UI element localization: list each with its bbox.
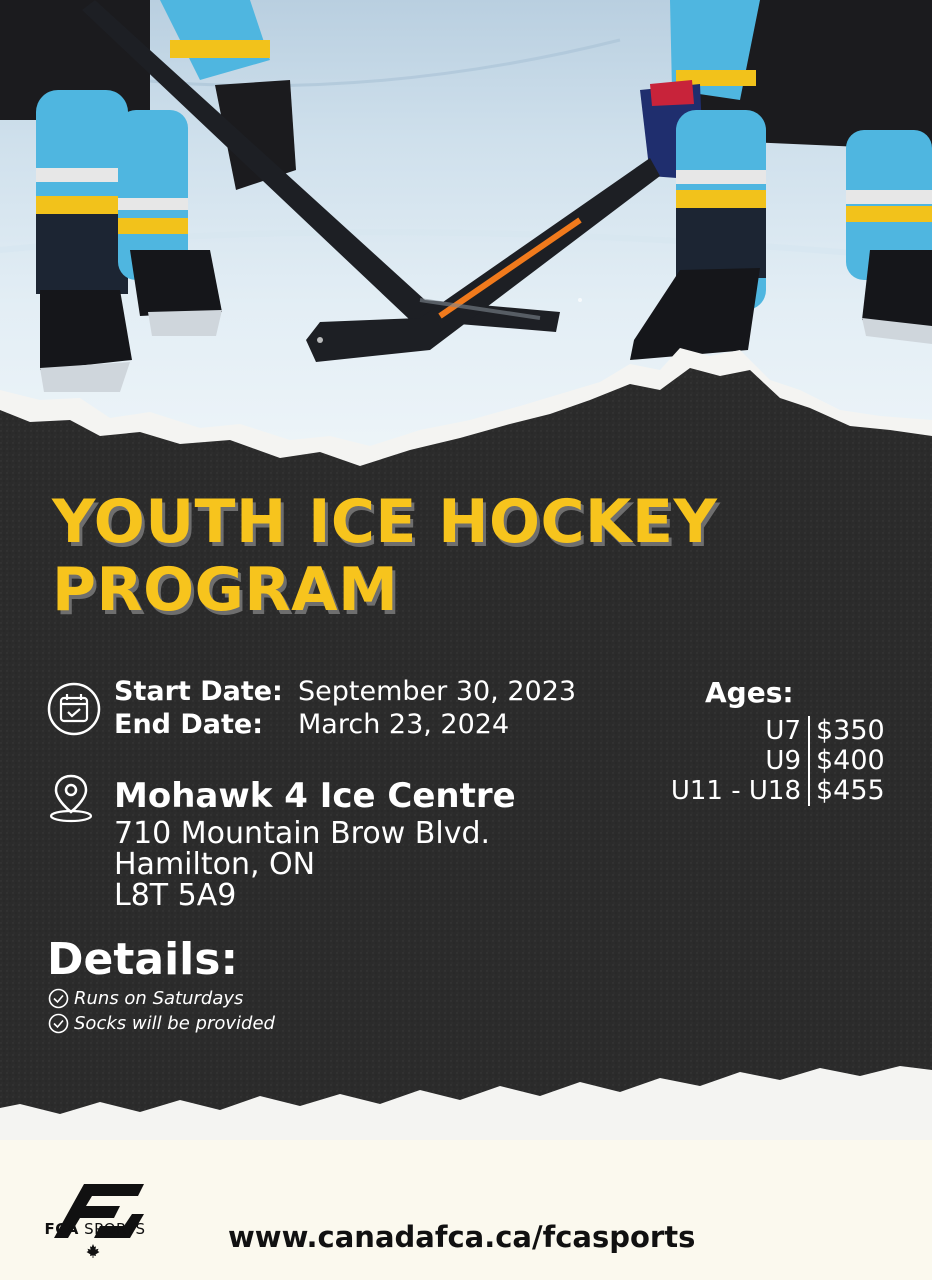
ages-price-table — [621, 716, 892, 806]
maple-leaf-icon — [86, 1244, 100, 1258]
check-circle-icon — [48, 1013, 69, 1034]
venue-name: Mohawk 4 Ice Centre — [114, 776, 516, 816]
age-row — [621, 746, 892, 776]
detail-text: Runs on Saturdays — [74, 988, 244, 1009]
detail-text: Socks will be provided — [74, 1013, 275, 1034]
venue-address — [114, 818, 490, 911]
website-link[interactable]: www.canadafca.ca/fcasports — [228, 1220, 696, 1254]
program-title — [52, 488, 912, 624]
location-pin-icon — [47, 772, 95, 824]
logo-wordmark-light: SPORTS — [84, 1220, 146, 1238]
age-price: $400 — [816, 745, 885, 776]
age-group: U11 - U18 — [621, 776, 810, 806]
age-group: U9 — [621, 746, 810, 776]
logo-wordmark — [40, 1220, 150, 1238]
address-line1: 710 Mountain Brow Blvd. — [114, 816, 491, 851]
start-date-row — [114, 676, 576, 709]
age-price: $455 — [816, 775, 885, 806]
schedule-dates — [114, 676, 576, 742]
age-group: U7 — [621, 716, 810, 746]
logo-wordmark-bold: FCA — [44, 1220, 79, 1238]
calendar-icon — [47, 682, 101, 736]
details-title: Details: — [47, 934, 239, 985]
program-title-line1: YOUTH ICE HOCKEY — [52, 487, 718, 557]
detail-item — [48, 988, 243, 1009]
age-row — [621, 776, 892, 806]
start-date-label: Start Date: — [114, 676, 283, 707]
ages-title: Ages: — [705, 676, 794, 709]
end-date-row — [114, 709, 576, 742]
end-date-value: March 23, 2024 — [298, 709, 510, 740]
detail-item — [48, 1013, 275, 1034]
address-line3: L8T 5A9 — [114, 878, 237, 913]
end-date-label: End Date: — [114, 709, 264, 740]
start-date-value: September 30, 2023 — [298, 676, 577, 707]
check-circle-icon — [48, 988, 69, 1009]
age-row — [621, 716, 892, 746]
address-line2: Hamilton, ON — [114, 847, 316, 882]
program-title-line2: PROGRAM — [52, 555, 399, 625]
age-price: $350 — [816, 715, 885, 746]
